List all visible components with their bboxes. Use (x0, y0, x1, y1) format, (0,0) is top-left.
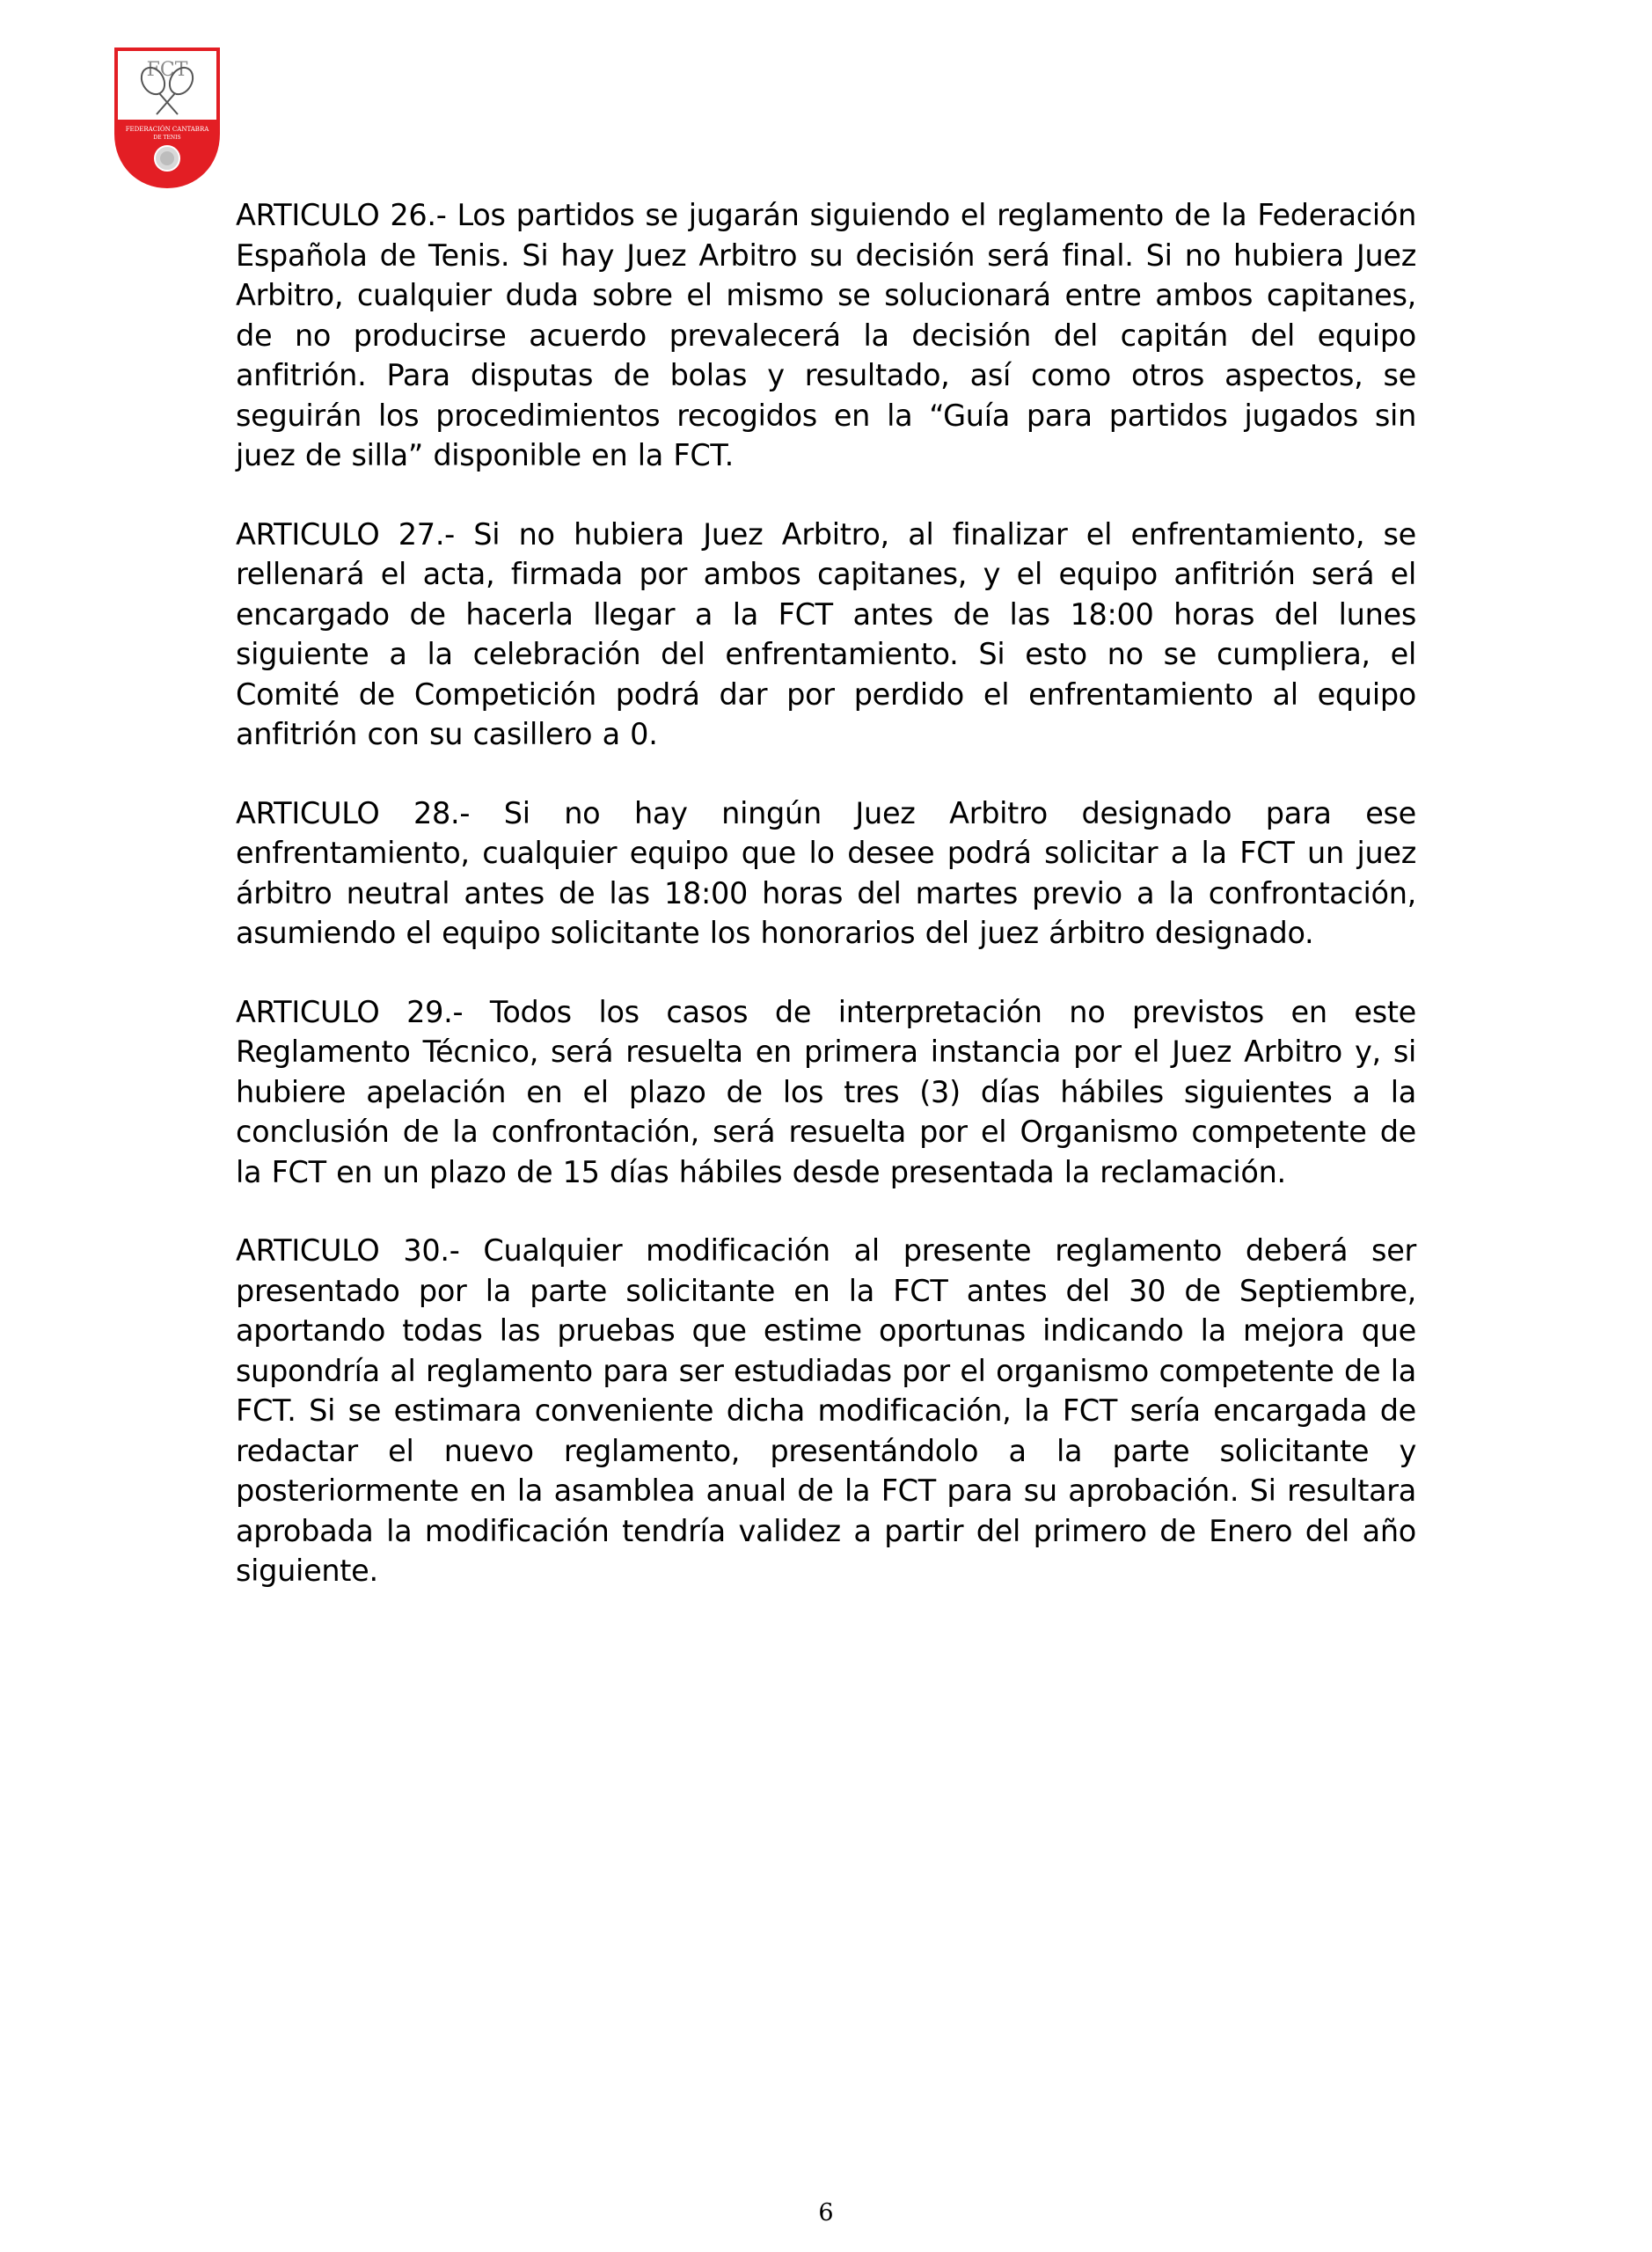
logo-text-line2: DE TENIS (153, 135, 181, 141)
federation-shield-icon (113, 46, 222, 190)
federation-logo (113, 46, 222, 190)
article-29: ARTICULO 29.- Todos los casos de interpretación no previstos en este Reglamento Técnico, será resuelta en primera instancia por el Juez Arbitro y, si hubiere apelación en el plazo de los tres (3) días hábiles siguientes a la conclusión de la confrontación, será resuelta por el Organismo competente de la FCT en un plazo de 15 días hábiles desde presentada la reclamación. (236, 994, 1416, 1189)
article-28: ARTICULO 28.- Si no hay ningún Juez Arbitro designado para ese enfrentamiento, cualquier equipo que lo desee podrá solicitar a la FCT un juez árbitro neutral antes de las 18:00 horas del martes previo a la confrontación, asumiendo el equipo solicitante los honorarios del juez árbitro designado. (236, 795, 1416, 950)
article-27: ARTICULO 27.- Si no hubiera Juez Arbitro, al finalizar el enfrentamiento, se rellenará el acta, firmada por ambos capitanes, y el equipo anfitrión será el encargado de hacerla llegar a la FCT antes de las 18:00 horas del lunes siguiente a la celebración del enfrentamiento. Si esto no se cumpliera, el Comité de Competición podrá dar por perdido el enfrentamiento al equipo anfitrión con su casillero a 0. (236, 516, 1416, 751)
logo-initials: FCT (146, 59, 188, 81)
logo-text-line1: FEDERACIÓN CANTABRA (125, 126, 209, 133)
document-body (236, 195, 1416, 1630)
article-26: ARTICULO 26.- Los partidos se jugarán siguiendo el reglamento de la Federación Española de Tenis. Si hay Juez Arbitro su decisión será final. Si no hubiera Juez Arbitro, cualquier duda sobre el mismo se solucionará entre ambos capitanes, de no producirse acuerdo prevalecerá la decisión del capitán del equipo anfitrión. Para disputas de bolas y resultado, así como otros aspectos, se seguirán los procedimientos recogidos en la “Guía para partidos jugados sin juez de silla” disponible en la FCT. (236, 198, 1416, 472)
page-number: 6 (818, 2199, 834, 2226)
article-30: ARTICULO 30.- Cualquier modificación al presente reglamento deberá ser presentado por la parte solicitante en la FCT antes del 30 de Septiembre, aportando todas las pruebas que estime oportunas indicando la mejora que supondría al reglamento para ser estudiadas por el organismo competente de la FCT. Si se estimara conveniente dicha modificación, la FCT sería encargada de redactar el nuevo reglamento, presentándolo a la parte solicitante y posteriormente en la asamblea anual de la FCT para su aprobación. Si resultara aprobada la modificación tendría validez a partir del primero de Enero del año siguiente. (236, 1233, 1416, 1588)
